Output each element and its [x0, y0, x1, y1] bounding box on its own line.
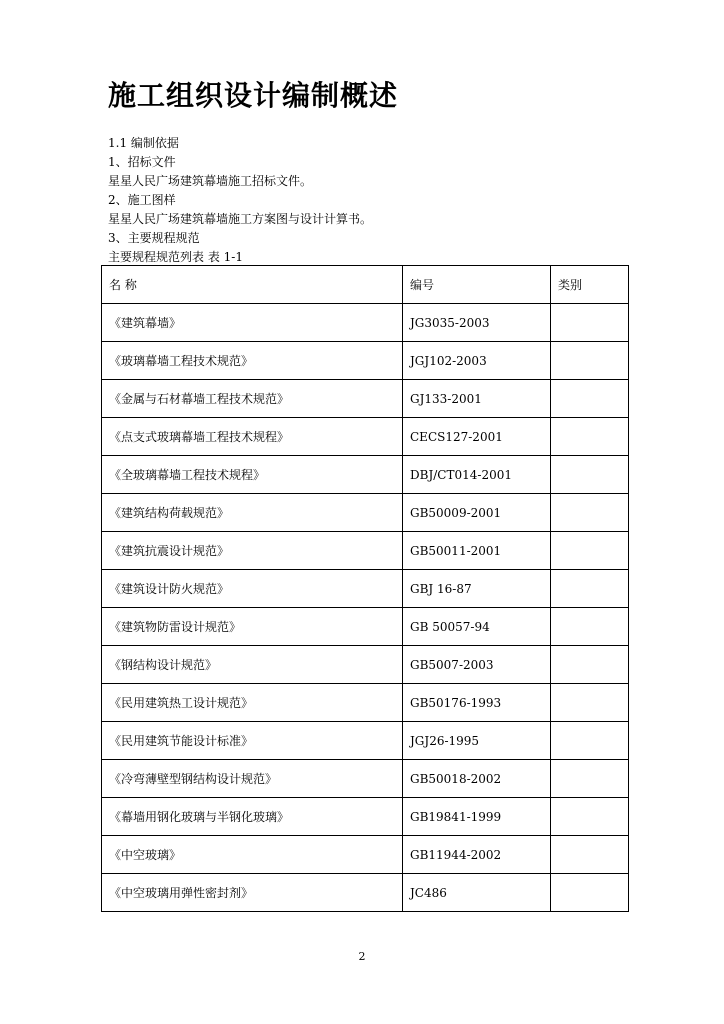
table-row [102, 646, 629, 684]
standard-name-cell: 《钢结构设计规范》 [102, 646, 403, 684]
standard-code-cell: JGJ102-2003 [403, 342, 551, 380]
table-caption: 主要规程规范列表 表 1-1 [108, 250, 243, 264]
table-row [102, 532, 629, 570]
standard-category-cell [551, 380, 629, 418]
standard-code-cell: GBJ 16-87 [403, 570, 551, 608]
list-item: 3、主要规程规范 [108, 231, 200, 245]
table-row [102, 570, 629, 608]
table-row [102, 798, 629, 836]
table-row [102, 608, 629, 646]
table-row [102, 342, 629, 380]
table-row [102, 494, 629, 532]
section-heading: 1.1 编制依据 [108, 136, 179, 150]
table-row [102, 304, 629, 342]
table-row [102, 380, 629, 418]
standard-name-cell: 《冷弯薄壁型钢结构设计规范》 [102, 760, 403, 798]
list-item: 2、施工图样 [108, 193, 176, 207]
standard-name-cell: 《民用建筑节能设计标准》 [102, 722, 403, 760]
table-row [102, 418, 629, 456]
standard-code-cell: CECS127-2001 [403, 418, 551, 456]
table-row [102, 874, 629, 912]
standard-category-cell [551, 798, 629, 836]
standard-code-cell: GB11944-2002 [403, 836, 551, 874]
standard-name-cell: 《全玻璃幕墙工程技术规程》 [102, 456, 403, 494]
standard-code-cell: GB50009-2001 [403, 494, 551, 532]
standard-code-cell: GB50011-2001 [403, 532, 551, 570]
standard-category-cell [551, 342, 629, 380]
standard-code-cell: JGJ26-1995 [403, 722, 551, 760]
standard-code-cell: GB5007-2003 [403, 646, 551, 684]
standard-category-cell [551, 646, 629, 684]
table-row [102, 760, 629, 798]
standard-name-cell: 《幕墙用钢化玻璃与半钢化玻璃》 [102, 798, 403, 836]
basis-section [108, 134, 372, 267]
standard-category-cell [551, 836, 629, 874]
standard-name-cell: 《建筑物防雷设计规范》 [102, 608, 403, 646]
paragraph: 星星人民广场建筑幕墙施工方案图与设计计算书。 [108, 212, 373, 226]
standard-category-cell [551, 304, 629, 342]
standard-category-cell [551, 608, 629, 646]
standards-table [101, 265, 629, 912]
standard-code-cell: GB 50057-94 [403, 608, 551, 646]
standard-code-cell: JG3035-2003 [403, 304, 551, 342]
standard-category-cell [551, 874, 629, 912]
table-row [102, 456, 629, 494]
standard-name-cell: 《玻璃幕墙工程技术规范》 [102, 342, 403, 380]
standard-category-cell [551, 570, 629, 608]
standard-category-cell [551, 722, 629, 760]
column-header-name: 名 称 [102, 266, 403, 304]
table-row [102, 836, 629, 874]
column-header-category: 类别 [551, 266, 629, 304]
standard-name-cell: 《建筑结构荷载规范》 [102, 494, 403, 532]
standard-name-cell: 《建筑设计防火规范》 [102, 570, 403, 608]
standard-category-cell [551, 760, 629, 798]
standard-code-cell: DBJ/CT014-2001 [403, 456, 551, 494]
standard-name-cell: 《建筑幕墙》 [102, 304, 403, 342]
standard-code-cell: GB50176-1993 [403, 684, 551, 722]
standard-name-cell: 《民用建筑热工设计规范》 [102, 684, 403, 722]
standard-code-cell: JC486 [403, 874, 551, 912]
page-title: 施工组织设计编制概述 [108, 79, 399, 112]
column-header-code: 编号 [403, 266, 551, 304]
standard-category-cell [551, 494, 629, 532]
standard-name-cell: 《中空玻璃》 [102, 836, 403, 874]
standard-name-cell: 《金属与石材幕墙工程技术规范》 [102, 380, 403, 418]
standard-category-cell [551, 418, 629, 456]
list-item: 1、招标文件 [108, 155, 176, 169]
table-row [102, 722, 629, 760]
table-header-row [102, 266, 629, 304]
table-row [102, 684, 629, 722]
standard-name-cell: 《建筑抗震设计规范》 [102, 532, 403, 570]
standard-code-cell: GJ133-2001 [403, 380, 551, 418]
paragraph: 星星人民广场建筑幕墙施工招标文件。 [108, 174, 313, 188]
standard-category-cell [551, 684, 629, 722]
page-number: 2 [358, 950, 366, 963]
standard-name-cell: 《中空玻璃用弹性密封剂》 [102, 874, 403, 912]
standard-code-cell: GB50018-2002 [403, 760, 551, 798]
standard-name-cell: 《点支式玻璃幕墙工程技术规程》 [102, 418, 403, 456]
standard-category-cell [551, 532, 629, 570]
standard-code-cell: GB19841-1999 [403, 798, 551, 836]
standard-category-cell [551, 456, 629, 494]
